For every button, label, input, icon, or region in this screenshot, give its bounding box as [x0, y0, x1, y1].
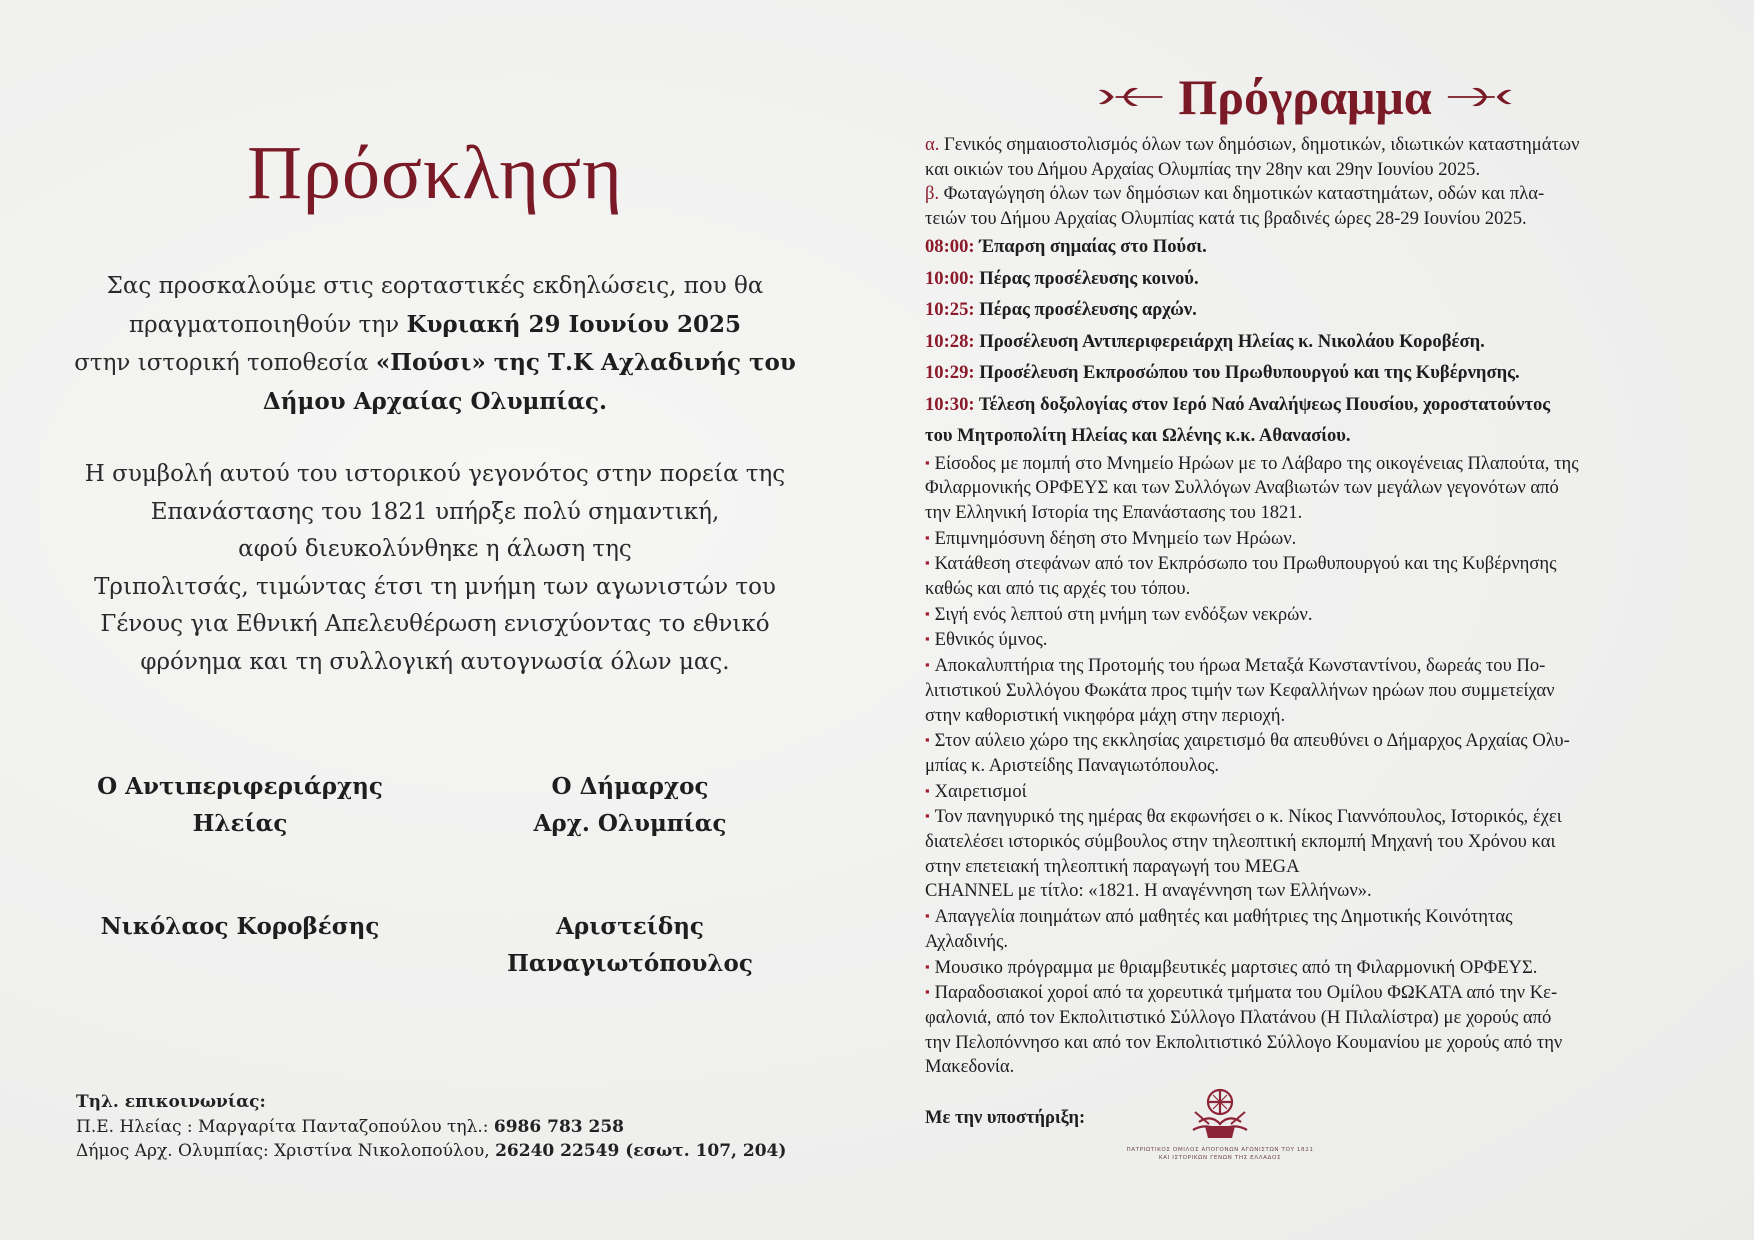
- program-bullet-text: διατελέσει ιστορικός σύμβουλος στην τηλεοπτική εκπομπή Μηχανή του Χρόνου και: [925, 831, 1556, 853]
- intro-segment: Δήμου Αρχαίας Ολυμπίας.: [262, 387, 608, 415]
- intro-line: [70, 306, 800, 345]
- bullet-marker-icon: ▪: [925, 958, 930, 974]
- program-bullet-line: [925, 551, 1685, 577]
- contact-info: [76, 1090, 796, 1164]
- signature-line: Αρχ. Ολυμπίας: [533, 810, 727, 837]
- program-time-text: Πέρας προσέλευσης αρχών.: [979, 299, 1197, 320]
- intro-segment: Σας προσκαλούμε στις εορταστικές εκδηλώσεις, που θα: [106, 273, 764, 299]
- program-intro-text: τειών του Δήμου Αρχαίας Ολυμπίας κατά τις βραδινές ώρες 28-29 Ιουνίου 2025.: [925, 207, 1527, 229]
- support-label: Με την υποστήριξη:: [925, 1108, 1086, 1128]
- program-bullet-text: CHANNEL με τίτλο: «1821. Η αναγέννηση των Ελλήνων».: [925, 880, 1372, 902]
- program-bullet-line: [925, 501, 1685, 526]
- intro-line: αφού διευκολύνθηκε η άλωση της: [238, 536, 632, 562]
- signature-line: Ο Δήμαρχος: [551, 773, 709, 800]
- program-header: [1095, 62, 1515, 132]
- program-bullet-text: Επιμνημόσυνη δέηση στο Μνημείο των Ηρώων.: [934, 527, 1297, 549]
- program-bullet-text: στην επετειακή τηλεοπτική παραγωγή του MEGA: [925, 855, 1300, 877]
- program-bullet-line: [925, 904, 1685, 930]
- program-bullet-text: Αποκαλυπτήρια της Προτομής του ήρωα Μεταξά Κωνσταντίνου, δωρεάς του Πο-: [934, 655, 1546, 677]
- intro-segment: Κυριακή 29 Ιουνίου 2025: [406, 310, 742, 338]
- program-bullet-text: καθώς και από τις αρχές του τόπου.: [925, 578, 1191, 600]
- program-time-item: [925, 231, 1685, 263]
- contact-line-2: Δήμος Αρχ. Ολυμπίας: Χριστίνα Νικολοπούλου, 26240 22549 (εσωτ. 107, 204): [76, 1141, 787, 1161]
- contact-phone-2: 26240 22549 (εσωτ. 107, 204): [495, 1141, 787, 1161]
- program-bullet-line: [925, 679, 1685, 704]
- program-bullet-text: λιτιστικού Συλλόγου Φωκάτα προς τιμήν των Κεφαλλήνων ηρώων που συμμετείχαν: [925, 679, 1555, 701]
- program-bullet-text: την Ελληνική Ιστορία της Επανάστασης του 1821.: [925, 501, 1303, 523]
- bullet-marker-icon: ▪: [925, 529, 930, 545]
- program-bullet-line: [925, 653, 1685, 679]
- program-bullet-line: [925, 526, 1685, 552]
- program-bullet-line: [925, 728, 1685, 754]
- program-bullet-line: [925, 577, 1685, 602]
- program-intro-line: [925, 182, 1685, 207]
- program-intro-text: και οικιών του Δήμου Αρχαίας Ολυμπίας την 28ην και 29ην Ιουνίου 2025.: [925, 158, 1481, 180]
- bullet-marker-icon: ▪: [925, 631, 930, 647]
- intro-segment: στην ιστορική τοποθεσία: [74, 350, 376, 376]
- program-bullet-line: [925, 879, 1685, 904]
- intro-line: Επανάστασης του 1821 υπήρξε πολύ σημαντική,: [150, 498, 720, 525]
- program-time: 10:29:: [925, 362, 975, 383]
- program-bullet-text: Σιγή ενός λεπτού στη μνήμη των ενδόξων νεκρών.: [934, 603, 1313, 625]
- program-intro-line: [925, 133, 1685, 158]
- program-bullet-text: Μακεδονία.: [925, 1056, 1015, 1078]
- contact-line-1: Π.Ε. Ηλείας : Μαργαρίτα Πανταζοπούλου τηλ.: 6986 783 258: [76, 1116, 625, 1137]
- bullet-marker-icon: ▪: [925, 555, 930, 571]
- intro-line: [70, 268, 800, 306]
- program-title: Πρόγραμμα: [1178, 69, 1432, 125]
- program-bullet-text: Παραδοσιακοί χοροί από τα χορευτικά τμήματα του Ομίλου ΦΩΚΑΤΑ από την Κε-: [934, 982, 1558, 1004]
- program-intro-text: Φωταγώγηση όλων των δημόσιων και δημοτικών καταστημάτων, οδών και πλα-: [943, 183, 1545, 204]
- program-bullet-line: [925, 1055, 1685, 1080]
- program-bullet-text: Κατάθεση στεφάνων από τον Εκπρόσωπο του Πρωθυπουργού και της Κυβέρνησης: [934, 553, 1557, 575]
- bullet-marker-icon: ▪: [925, 908, 930, 924]
- program-bullet-text: Απαγγελία ποιημάτων από μαθητές και μαθήτριες της Δημοτικής Κοινότητας: [934, 906, 1513, 928]
- program-time-item: [925, 326, 1685, 358]
- signatory-left-name: [90, 908, 390, 945]
- program-time: 10:28:: [925, 330, 975, 352]
- invitation-paragraph-1: [70, 268, 800, 421]
- contact-phone-1: 6986 783 258: [493, 1116, 625, 1137]
- program-bullet-line: [925, 855, 1685, 880]
- program-bullet-text: Εθνικός ύμνος.: [934, 629, 1048, 651]
- program-bullet-text: Αχλαδινής.: [925, 930, 1009, 952]
- signatory-right-name: [480, 908, 780, 982]
- program-bullet-line: [925, 754, 1685, 779]
- signature-line: Ηλείας: [192, 810, 288, 837]
- program-bullet-text: Είσοδος με πομπή στο Μνημείο Ηρώων με το Λάβαρο της οικογένειας Πλαπούτα, της: [934, 452, 1579, 474]
- program-bullet-line: [925, 955, 1685, 981]
- intro-line: Γένους για Εθνική Απελευθέρωση ενισχύοντας το εθνικό: [100, 611, 770, 637]
- program-bullet-text: Φιλαρμονικής ΟΡΦΕΥΣ και των Συλλόγων Αναβιωτών των μεγάλων γεγονότων από: [925, 477, 1559, 499]
- invitation-paragraph-2: [70, 456, 800, 681]
- program-time-item: [925, 420, 1685, 451]
- bullet-marker-icon: ▪: [925, 732, 930, 748]
- program-bullet-line: [925, 830, 1685, 855]
- intro-line: Τριπολιτσάς, τιμώντας έτσι τη μνήμη των αγωνιστών του: [94, 573, 776, 600]
- program-time: 10:30:: [925, 393, 975, 415]
- ornament-left-icon: [1095, 82, 1164, 112]
- program-intro-text: Γενικός σημαιοστολισμός όλων των δημόσιων, δημοτικών, ιδιωτικών καταστημάτων: [944, 134, 1580, 155]
- bullet-marker-icon: ▪: [925, 782, 930, 798]
- signatory-left-title: [90, 768, 390, 842]
- program-intro-line: [925, 158, 1685, 183]
- program-list: [925, 133, 1685, 1080]
- emblem-caption: ΠΑΤΡΙΩΤΙΚΟΣ ΟΜΙΛΟΣ ΑΠΟΓΟΝΩΝ ΑΓΩΝΙΣΤΩΝ ΤΟΥ 1821 ΚΑΙ ΙΣΤΟΡΙΚΩΝ ΓΕΝΩΝ ΤΗΣ ΕΛΛΑΔΟΣ: [1126, 1147, 1314, 1161]
- signatory-right-title: [480, 768, 780, 842]
- program-bullet-line: [925, 627, 1685, 653]
- program-time-text: Πέρας προσέλευσης κοινού.: [979, 267, 1199, 289]
- program-intro-marker: β.: [925, 183, 940, 204]
- contact-heading: Τηλ. επικοινωνίας:: [76, 1092, 266, 1112]
- signature-line: Νικόλαος Κοροβέσης: [100, 913, 380, 940]
- program-bullet-text: Τον πανηγυρικό της ημέρας θα εκφωνήσει ο κ. Νίκος Γιαννόπουλος, Ιστορικός, έχει: [934, 806, 1562, 828]
- program-bullet-text: μπίας κ. Αριστείδης Παναγιωτόπουλος.: [925, 754, 1220, 776]
- program-time-text: Προσέλευση Αντιπεριφερειάρχη Ηλείας κ. Νικολάου Κοροβέση.: [979, 330, 1485, 352]
- program-time-text: Τέλεση δοξολογίας στον Ιερό Ναό Αναλήψεως Πουσίου, χοροστατούντος: [978, 393, 1551, 415]
- program-time-text: Προσέλευση Εκπροσώπου του Πρωθυπουργού και της Κυβέρνησης.: [979, 362, 1520, 383]
- program-time: 10:25:: [925, 299, 975, 320]
- bullet-marker-icon: ▪: [925, 808, 930, 824]
- program-intro-marker: α.: [925, 134, 940, 155]
- signature-line: Παναγιωτόπουλος: [507, 950, 753, 977]
- program-time-item: [925, 294, 1685, 326]
- bullet-marker-icon: ▪: [925, 605, 930, 621]
- association-emblem-icon: [1185, 1082, 1255, 1146]
- intro-segment: «Πούσι» της Τ.Κ Αχλαδινής του: [375, 349, 796, 376]
- program-bullet-line: [925, 930, 1685, 955]
- bullet-marker-icon: ▪: [925, 657, 930, 673]
- intro-line: Η συμβολή αυτού του ιστορικού γεγονότος στην πορεία της: [84, 461, 786, 487]
- program-time-item: [925, 389, 1685, 420]
- program-time-item: [925, 263, 1685, 295]
- program-bullet-text: στην καθοριστική νικηφόρα μάχη στην περιοχή.: [925, 704, 1286, 726]
- intro-line: [70, 383, 800, 422]
- program-bullet-line: [925, 704, 1685, 729]
- program-bullet-line: [925, 451, 1685, 477]
- intro-line: [70, 344, 800, 383]
- program-time: 10:00:: [925, 267, 975, 289]
- intro-line: φρόνημα και τη συλλογική αυτογνωσία όλων μας.: [140, 648, 730, 675]
- program-bullet-text: την Πελοπόννησο και από τον Εκπολιτιστικό Σύλλογο Κουμανίου με χορούς από την: [925, 1031, 1563, 1053]
- program-bullet-line: [925, 779, 1685, 805]
- bullet-marker-icon: ▪: [925, 984, 930, 1000]
- program-bullet-line: [925, 1031, 1685, 1056]
- signature-line: Αριστείδης: [556, 913, 704, 940]
- program-time-text: του Μητροπολίτη Ηλείας και Ωλένης κ.κ. Αθανασίου.: [925, 424, 1351, 446]
- program-bullet-line: [925, 476, 1685, 501]
- ornament-right-icon: [1446, 82, 1515, 112]
- invitation-title: Πρόσκληση: [247, 131, 623, 215]
- program-bullet-line: [925, 1006, 1685, 1031]
- program-bullet-text: Μουσικο πρόγραμμα με θριαμβευτικές μαρτσιες από τη Φιλαρμονική ΟΡΦΕΥΣ.: [934, 956, 1538, 978]
- program-bullet-text: Στον αύλειο χώρο της εκκλησίας χαιρετισμό θα απευθύνει ο Δήμαρχος Αρχαίας Ολυ-: [934, 730, 1570, 752]
- bullet-marker-icon: ▪: [925, 454, 930, 470]
- program-bullet-line: [925, 980, 1685, 1006]
- program-bullet-text: Χαιρετισμοί: [934, 780, 1027, 802]
- program-intro-line: [925, 207, 1685, 232]
- program-bullet-line: [925, 804, 1685, 830]
- intro-segment: πραγματοποιηθούν την: [128, 311, 407, 338]
- signature-line: Ο Αντιπεριφεριάρχης: [97, 773, 383, 800]
- program-time: 08:00:: [925, 236, 975, 257]
- program-time-item: [925, 357, 1685, 389]
- program-time-text: Έπαρση σημαίας στο Πούσι.: [979, 236, 1207, 257]
- program-bullet-text: φαλονιά, από τον Εκπολιτιστικό Σύλλογο Πλατάνου (Η Πιλαλίστρα) με χορούς από: [925, 1006, 1552, 1028]
- program-bullet-line: [925, 602, 1685, 628]
